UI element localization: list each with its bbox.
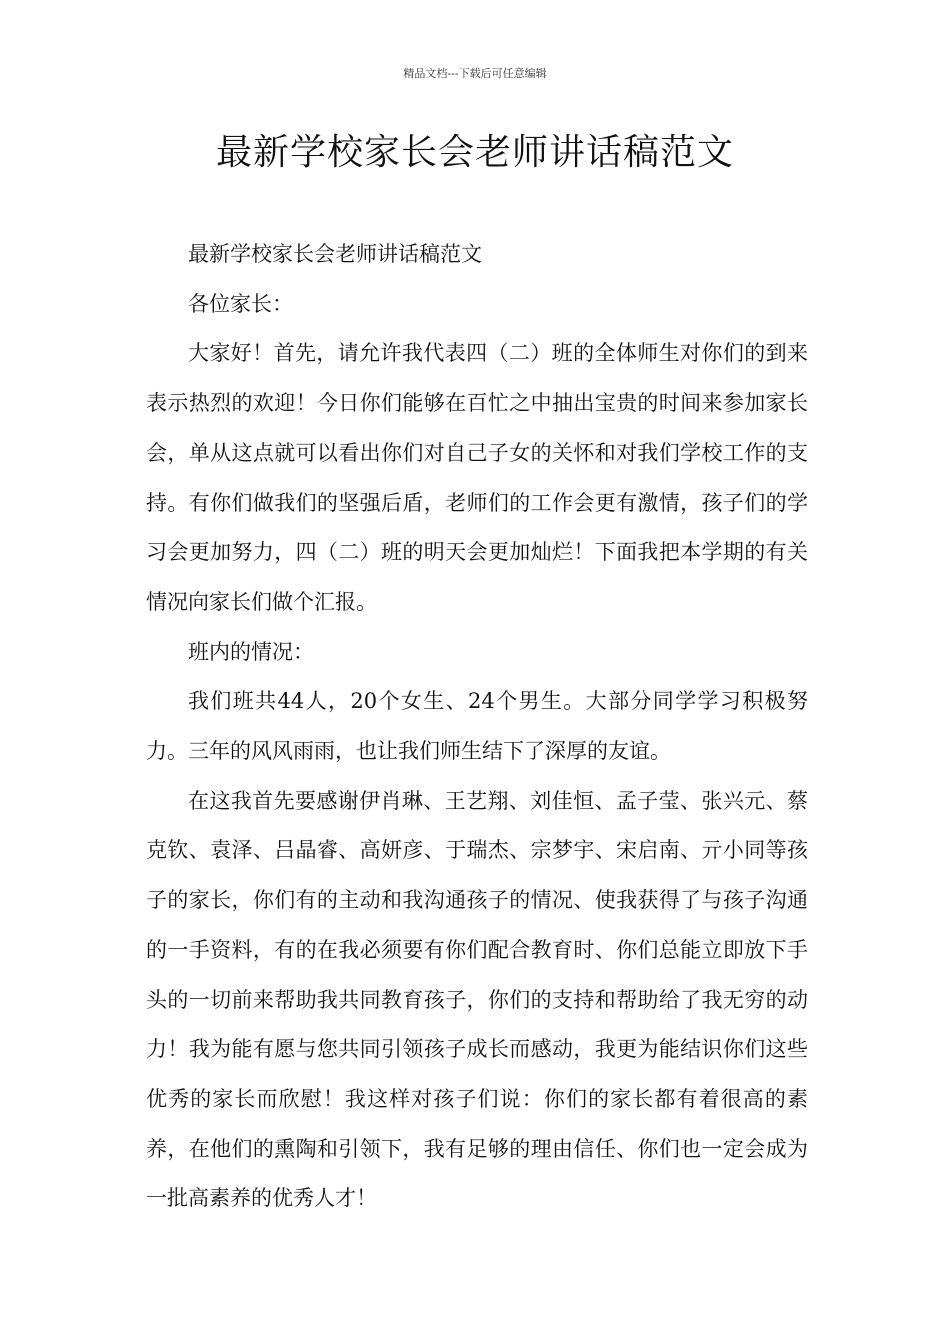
paragraph-subtitle: 最新学校家长会老师讲话稿范文 (188, 242, 482, 266)
document-title: 最新学校家长会老师讲话稿范文 (215, 132, 734, 173)
paragraph-welcome: 大家好！首先，请允许我代表四（二）班的全体师生对你们的到来表示热烈的欢迎！今日你们能够在百忙之中抽出宝贵的时间来参加家长会，单从这点就可以看出你们对自己子女的关怀和对我们学校工作的支持。有你们做我们的坚强后盾，老师们的工作会更有激情，孩子们的学习会更加努力，四（二）班的明天会更加灿烂！下面我把本学期的有关情况向家长们做个汇报。 (146, 341, 808, 614)
paragraph-thanks: 在这我首先要感谢伊肖琳、王艺翔、刘佳恒、孟子莹、张兴元、蔡克钦、袁泽、吕晶睿、高妍彦、于瑞杰、宗梦宇、宋启南、亓小同等孩子的家长，你们有的主动和我沟通孩子的情况、使我获得了与孩子沟通的一手资料，有的在我必须要有你们配合教育时、你们总能立即放下手头的一切前来帮助我共同教育孩子，你们的支持和帮助给了我无穷的动力！我为能有愿与您共同引领孩子成长而感动，我更为能结识你们这些优秀的家长而欣慰！我这样对孩子们说：你们的家长都有着很高的素养，在他们的熏陶和引领下，我有足够的理由信任、你们也一定会成为一批高素养的优秀人才！ (146, 788, 808, 1211)
document-body (146, 230, 808, 1224)
paragraph-class-info: 我们班共44人，20个女生、24个男生。大部分同学学习积极努力。三年的风风雨雨，也让我们师生结下了深厚的友谊。 (146, 689, 808, 764)
header-note: 精品文档---下载后可任意编辑 (403, 67, 547, 80)
paragraph-class-heading: 班内的情况： (188, 639, 314, 664)
paragraph-salutation: 各位家长： (188, 291, 293, 316)
